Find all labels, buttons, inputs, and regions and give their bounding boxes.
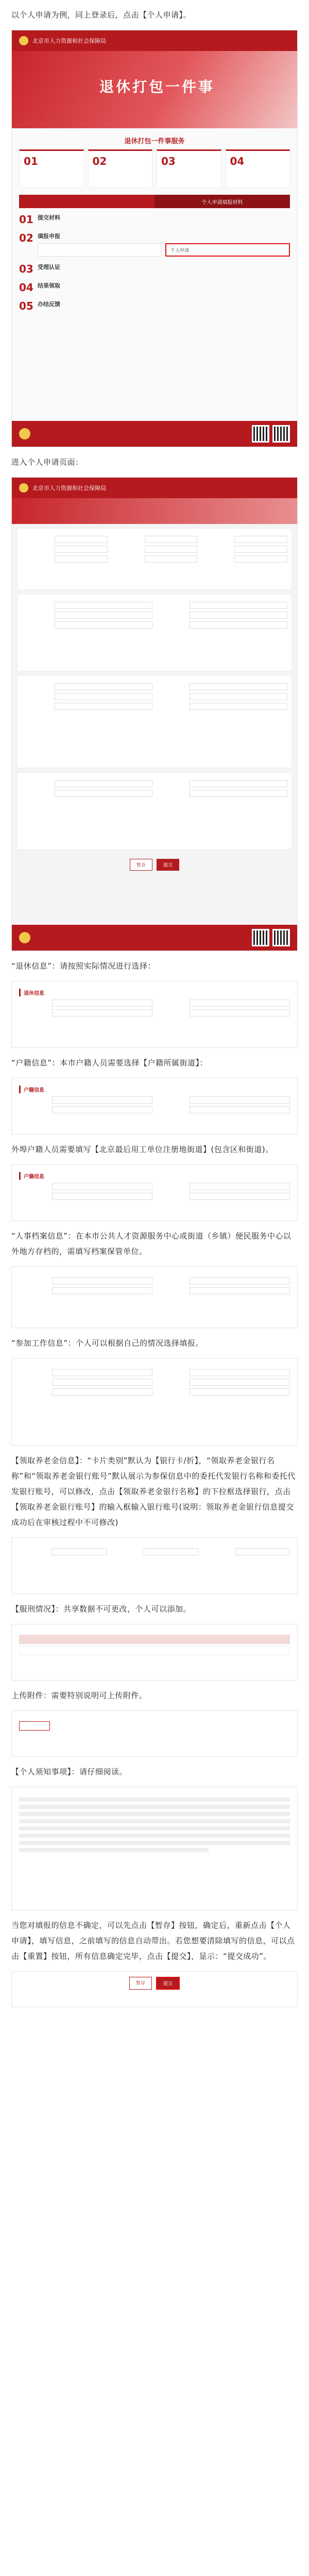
text-field[interactable] bbox=[190, 1388, 290, 1396]
unit-apply-card[interactable] bbox=[38, 243, 161, 257]
emblem-icon bbox=[19, 36, 28, 45]
select-field[interactable] bbox=[52, 1009, 152, 1016]
site-footer bbox=[12, 925, 297, 951]
tab-bar bbox=[19, 195, 290, 208]
text-field[interactable] bbox=[234, 536, 287, 543]
emblem-icon bbox=[19, 428, 30, 439]
text-field[interactable] bbox=[52, 1287, 152, 1294]
upload-button[interactable] bbox=[19, 1721, 50, 1731]
submit-button[interactable]: 提交 bbox=[156, 1977, 180, 1990]
text-field[interactable] bbox=[145, 546, 198, 553]
text-field[interactable] bbox=[55, 780, 152, 787]
text-field[interactable] bbox=[190, 683, 287, 690]
p6-text: “人事档案信息”：在本市公共人才资源服务中心或街道（乡镇）便民服务中心以外地方存档的，需填写档案保管单位。 bbox=[11, 1231, 291, 1256]
form-section bbox=[17, 594, 292, 671]
text-field[interactable] bbox=[55, 555, 108, 563]
qr-code-icon bbox=[252, 425, 269, 443]
text-field[interactable] bbox=[52, 1379, 152, 1386]
text-field[interactable] bbox=[190, 703, 287, 710]
p11-text: 【个人须知事项】：请仔细阅读。 bbox=[11, 1767, 128, 1776]
sentence-screenshot bbox=[11, 1624, 298, 1681]
text-field[interactable] bbox=[190, 790, 287, 797]
text-field[interactable] bbox=[52, 1369, 152, 1376]
submit-screenshot bbox=[11, 1971, 298, 2007]
step-card: 01 bbox=[19, 149, 84, 188]
step-card: 02 bbox=[88, 149, 153, 188]
site-header bbox=[12, 30, 297, 51]
text-field[interactable] bbox=[190, 1277, 290, 1284]
retire-info-screenshot bbox=[11, 981, 298, 1048]
select-field[interactable] bbox=[52, 1096, 152, 1104]
text-field[interactable] bbox=[190, 1369, 290, 1376]
text-field[interactable] bbox=[234, 546, 287, 553]
portal-screenshot bbox=[11, 30, 298, 447]
text-field[interactable] bbox=[235, 1548, 290, 1555]
form-section bbox=[17, 528, 292, 590]
flow-list bbox=[12, 208, 297, 324]
p8-text: 【领取养老金信息】：“卡片类别”默认为【银行卡/折】，“领取养老金银行名称”和“领取养老金银行账号”默认展示为参保信息中的委托代发银行名称和委托代发银行账号，可以修改，点击【领取养老金银行名称】的下拉框选择银行，点击【领取养老金银行账号】的输入框输入银行账号(说明：领取养老金银行信息提交成功后在审核过程中不可修改) bbox=[11, 1456, 296, 1527]
household-local-screenshot bbox=[11, 1078, 298, 1134]
personal-apply-card[interactable]: 个人申请 bbox=[165, 243, 290, 257]
flow-step: 01 提交材料 bbox=[19, 213, 60, 226]
emblem-icon bbox=[19, 932, 30, 943]
flow-step: 02 填报申报 个人申请 bbox=[19, 232, 290, 257]
text-field[interactable] bbox=[190, 1193, 290, 1200]
p3-text: “退休信息”：请按照实际情况进行选择： bbox=[11, 961, 156, 971]
p10-text: 上传附件：需要特别说明可上传附件。 bbox=[11, 1691, 147, 1700]
text-field[interactable] bbox=[190, 1106, 290, 1113]
flow-step: 04 结果领取 bbox=[19, 281, 60, 294]
emblem-icon bbox=[19, 483, 28, 493]
final-buttons bbox=[12, 1972, 297, 1995]
select-field[interactable] bbox=[52, 999, 152, 1007]
form-buttons bbox=[12, 854, 297, 876]
household-nonlocal-screenshot bbox=[11, 1164, 298, 1221]
tab-first[interactable] bbox=[19, 195, 154, 208]
text-field[interactable] bbox=[234, 555, 287, 563]
notice-screenshot bbox=[11, 1787, 298, 1910]
form-section bbox=[17, 675, 292, 768]
work-info-screenshot bbox=[11, 1358, 298, 1446]
site-footer bbox=[12, 421, 297, 447]
flow-step: 05 办结反馈 bbox=[19, 300, 60, 312]
step-card: 04 bbox=[226, 149, 290, 188]
p7-text: “参加工作信息”：个人可以根据自己的情况选择填报。 bbox=[11, 1338, 204, 1348]
step-card: 03 bbox=[157, 149, 221, 188]
section-title: 退休信息 bbox=[19, 989, 290, 996]
text-field[interactable] bbox=[55, 703, 152, 710]
flow-step: 03 受理认证 bbox=[19, 263, 60, 275]
banner-title: 退休打包一件事 bbox=[99, 78, 215, 95]
banner bbox=[12, 51, 297, 128]
save-draft-button[interactable]: 暂存 bbox=[129, 1977, 152, 1990]
text-field[interactable] bbox=[190, 621, 287, 629]
text-field[interactable] bbox=[55, 612, 152, 619]
text-field[interactable] bbox=[55, 546, 108, 553]
section-title: 户籍信息 bbox=[19, 1086, 290, 1093]
select-field[interactable] bbox=[52, 1183, 152, 1190]
site-name: 北京市人力资源和社会保障局 bbox=[32, 485, 106, 492]
text-field[interactable] bbox=[145, 555, 198, 563]
p2-text: 进入个人申请页面： bbox=[11, 457, 83, 467]
text-field[interactable] bbox=[55, 790, 152, 797]
submit-button[interactable]: 提交 bbox=[157, 859, 179, 871]
select-field[interactable] bbox=[144, 1548, 198, 1555]
select-field[interactable] bbox=[190, 999, 290, 1007]
tab-personal-apply[interactable]: 个人申请填报材料 bbox=[154, 195, 290, 208]
text-field[interactable] bbox=[55, 602, 152, 609]
save-draft-button[interactable]: 暂存 bbox=[130, 859, 152, 871]
intro-text: 以个人申请为例，同上登录后，点击【个人申请】。 bbox=[11, 10, 192, 20]
text-field[interactable] bbox=[52, 1193, 152, 1200]
text-field[interactable] bbox=[190, 1287, 290, 1294]
text-field[interactable] bbox=[52, 1106, 152, 1113]
qr-code-icon bbox=[252, 929, 269, 946]
qr-code-icon bbox=[272, 425, 290, 443]
pension-bank-screenshot bbox=[11, 1537, 298, 1594]
text-field[interactable] bbox=[190, 1379, 290, 1386]
qr-code-icon bbox=[272, 929, 290, 946]
text-field[interactable] bbox=[55, 693, 152, 700]
select-field[interactable] bbox=[52, 1548, 107, 1555]
section-title: 户籍信息 bbox=[19, 1172, 290, 1180]
section-title: 退休打包一件事服务 bbox=[124, 138, 185, 145]
site-header bbox=[12, 478, 297, 498]
text-field[interactable] bbox=[52, 1388, 152, 1396]
p12-text: 当您对填报的信息不确定，可以先点击【暂存】按钮，确定后，重新点击【个人申请】，填写信息，之前填写的信息自动带出。若您想要清除填写的信息，可以点击【重置】按钮，所有信息确定完毕，点击【提交】，显示：“提交成功”。 bbox=[11, 1921, 295, 1961]
p9-text: 【服刑情况】：共享数据不可更改，个人可以添加。 bbox=[11, 1604, 192, 1614]
attachment-screenshot bbox=[11, 1710, 298, 1757]
p5-text: 外埠户籍人员需要填写【北京最后用工单位注册地街道】(包含区和街道)。 bbox=[11, 1145, 273, 1154]
steps bbox=[12, 149, 297, 195]
form-section bbox=[17, 772, 292, 850]
text-field[interactable] bbox=[55, 536, 108, 543]
text-field[interactable] bbox=[190, 602, 287, 609]
text-field[interactable] bbox=[145, 536, 198, 543]
text-field[interactable] bbox=[55, 683, 152, 690]
text-field[interactable] bbox=[190, 612, 287, 619]
text-field[interactable] bbox=[190, 780, 287, 787]
text-field[interactable] bbox=[190, 693, 287, 700]
p4-text: “户籍信息”：本市户籍人员需要选择【户籍所属街道】： bbox=[11, 1058, 208, 1067]
employer-street-field[interactable] bbox=[190, 1183, 290, 1190]
select-field[interactable] bbox=[190, 1009, 290, 1016]
form-screenshot bbox=[11, 477, 298, 951]
text-field[interactable] bbox=[52, 1277, 152, 1284]
archive-info-screenshot bbox=[11, 1266, 298, 1328]
text-field[interactable] bbox=[55, 621, 152, 629]
street-select[interactable] bbox=[190, 1096, 290, 1104]
site-name: 北京市人力资源和社会保障局 bbox=[32, 38, 106, 44]
